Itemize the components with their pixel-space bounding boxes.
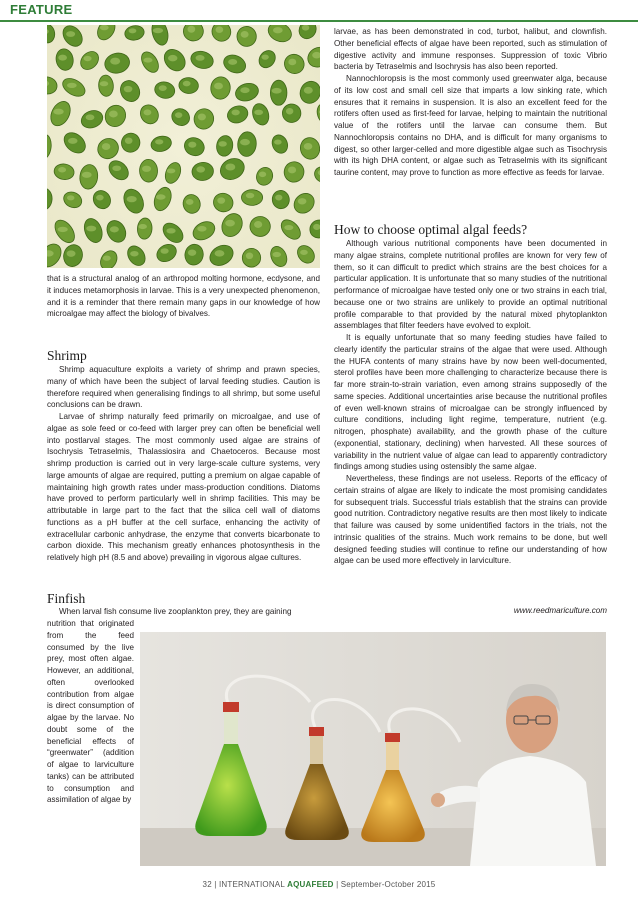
algae-cell-highlight	[58, 227, 68, 232]
algae-cell-highlight	[272, 88, 282, 94]
algae-cell-highlight	[167, 168, 176, 173]
algae-cell-highlight	[286, 108, 293, 114]
algae-cell-highlight	[196, 55, 205, 61]
algae-cell-highlight	[288, 59, 296, 66]
algae-cell-highlight	[225, 164, 235, 171]
algae-cell-highlight	[82, 172, 92, 178]
algae-cell-highlight	[84, 56, 92, 61]
algae-cell-highlight	[67, 83, 77, 88]
left-column-continued	[47, 273, 320, 320]
paragraph: larvae, as has been demonstrated in cod, turbot, halibut, and clownfish. Other beneficial effects of algae have been reported, such as stimulation of digestive activity and immune responses. Suppression of toxic Vibrio bacteria by Tetraselmis and Isochrysis has also been reported.	[334, 27, 607, 72]
algae-cell	[47, 75, 59, 96]
optimal-feeds-heading-wrap	[334, 222, 607, 238]
algae-cell-highlight	[110, 58, 120, 65]
algae-cell-highlight	[166, 228, 175, 233]
paragraph: nutrition that originated from the feed consumed by the live prey, most often algae. However, an additional, often overlooked contribution from algae is direct consumption of algae by the larvae. No doubt some of the beneficial effects of “greenwater” (addition of algae to larviculture tanks) can be attributed to consumption and assimilation of algae by	[47, 619, 134, 805]
algae-cell-highlight	[168, 55, 177, 61]
paragraph: Nevertheless, these findings are not useless. Reports of the efficacy of certain strains of algae are likely to indicate the most promising candidates for subsequent trials. Successful trials establish that the strains can provide good nutrition. Contradictory negative results are then most likely to indicate that failure was caused by some unidentified factors in the trials, not the intrinsic qualities of the strains. Much work remains to be done, but well designed feeding studies will continue to refine our understanding of how algae can be used more effectively in larviculture.	[334, 474, 607, 566]
algae-cell-highlight	[304, 143, 313, 150]
algae-cell-highlight	[262, 55, 269, 60]
algae-cell	[312, 164, 320, 185]
algae-cell-highlight	[188, 142, 196, 148]
footer-brand: AQUAFEED	[287, 880, 334, 889]
algae-cell-highlight	[102, 143, 110, 150]
header-rule	[0, 20, 638, 22]
algae-cell-highlight	[129, 28, 137, 33]
algae-cell-highlight	[274, 139, 281, 144]
algae-cell-highlight	[273, 27, 283, 33]
algae-cell-highlight	[66, 31, 75, 37]
algae-cell-highlight	[284, 225, 293, 230]
paragraph: Shrimp aquaculture exploits a variety of shrimp and prawn species, many of which have been the subject of larval feeding studies. Caution is therefore required when generalising findings to all shrimp, but some useful conclusions can be drawn.	[47, 365, 320, 410]
algae-cell-highlight	[159, 85, 167, 91]
paragraph: Nannochloropsis is the most commonly used greenwater alga, because of its low cost and small cell size that imparts a low sinking rate, which ensures that it remains in suspension. It is also an excellent feed for the rotifers often used as first-feed for larvae, helping to maintain the nutritional value of the rotifers until the larvae can consume them. But Nannochloropsis contains no DHA, and is difficult for many organisms to digest, so other larger-celled and more digestible algae such as Tisochrysis with its high DHA content, or algae such as Tetraselmis with its significant taurine content, may prove to function as more effective as feeds for larvae.	[334, 74, 607, 177]
algae-cell-highlight	[215, 250, 225, 256]
algae-cell-highlight	[68, 138, 78, 144]
algae-cell-highlight	[273, 252, 281, 257]
algae-cell-highlight	[186, 199, 194, 205]
algae-cell-highlight	[124, 86, 133, 92]
algae-cell-highlight	[142, 166, 151, 172]
algae-cell-highlight	[298, 198, 307, 204]
algae-cell-highlight	[103, 256, 111, 261]
right-column-top	[334, 26, 607, 179]
footer-issue: | September-October 2015	[336, 880, 436, 889]
algae-cell-highlight	[96, 195, 104, 201]
algae-cell-highlight	[143, 58, 152, 63]
algae-cell-highlight	[100, 81, 108, 86]
algae-cell	[124, 25, 146, 42]
algae-cell	[47, 134, 53, 160]
algae-cell	[314, 101, 320, 126]
page-footer	[0, 880, 638, 889]
algae-cell-highlight	[67, 195, 74, 200]
finfish-section	[47, 591, 320, 607]
algae-cell-highlight	[58, 55, 67, 61]
algae-cell-highlight	[112, 165, 121, 171]
algae-cell-highlight	[183, 81, 191, 87]
algae-cell-highlight	[58, 167, 66, 172]
paragraph: When larval fish consume live zooplankton prey, they are gaining	[59, 607, 292, 616]
algae-cell-highlight	[240, 87, 249, 93]
paragraph: that is a structural analog of an arthropod molting hormone, ecdysone, and it induces metamorphosis in larvae. This is a very unexpected phenomenon, and it is a reminder that there remain many gaps in our knowledge of how microalgae may affect the biology of bivalves.	[47, 274, 320, 319]
optimal-feeds-heading: How to choose optimal algal feeds?	[334, 222, 528, 237]
algae-cell-highlight	[214, 83, 223, 90]
lab-photo	[140, 632, 606, 866]
algae-cell-highlight	[240, 139, 250, 145]
algae-cell-highlight	[127, 196, 137, 202]
algae-cell-highlight	[246, 193, 254, 198]
algae-cell-highlight	[302, 25, 309, 31]
paragraph: Larvae of shrimp naturally feed primarily on microalgae, and use of algae as sole feed or co-feed with larger prey can often be beneficial well into postlarval stages. The most commonly used algae are strains of Isochrysis Tetraselmis, Thalassiosira and Chaetoceros. Because most shrimp production is carried out in very large-scale culture systems, very large amounts of algae are required, putting a premium on algae capable of maintaining high growth rates under mass-production conditions. Diatoms have proved to perform particularly well in shrimp facilities. This may be attributable in large part to the fact that the silica cell wall of diatoms functions as a pH buffer at the cell surface, enhancing the activity of extracellular carbonic anhydrase, the enzyme that converts bicarbonate to carbon dioxide. This mechanism greatly enhances photosynthesis in the relatively high pH (8.5 and above) prevailing in vigorous algae cultures.	[47, 412, 320, 562]
algae-cell-highlight	[110, 226, 119, 232]
algae-cell-highlight	[219, 141, 227, 147]
algae-cell-highlight	[196, 166, 205, 172]
algae-cell-highlight	[241, 31, 249, 38]
algae-cell-highlight	[231, 110, 239, 116]
microalgae-photo	[47, 25, 320, 268]
algae-cell-highlight	[228, 59, 237, 65]
algae-cell-highlight	[86, 226, 96, 232]
algae-cell-highlight	[188, 249, 196, 255]
algae-cell	[47, 187, 53, 210]
algae-cell-highlight	[153, 28, 163, 33]
algae-cell-highlight	[288, 167, 296, 174]
algae-cell-highlight	[188, 26, 196, 33]
algae-cell-highlight	[139, 224, 147, 229]
algae-cell	[59, 25, 86, 50]
algae-cell-highlight	[197, 226, 206, 232]
finfish-heading: Finfish	[47, 591, 86, 606]
footer-page-number: 32 | INTERNATIONAL	[202, 880, 285, 889]
algae-cell-highlight	[155, 139, 163, 144]
algae-cell-highlight	[259, 172, 266, 178]
shrimp-section	[47, 348, 320, 564]
algae-cell-highlight	[160, 248, 168, 254]
algae-cell-highlight	[217, 197, 225, 203]
website-link[interactable]: www.reedmariculture.com	[513, 606, 607, 615]
algae-cell-highlight	[198, 114, 206, 121]
algae-cell-highlight	[53, 109, 63, 115]
paragraph: Although various nutritional components have been documented in many algae strains, complete nutritional profiles are known for very few of them, so it can difficult to predict which strains are the best choices for a particular application. It is unfortunate that so many studies of the nutritional performance of microalgae have tested only one or two strains in each trial, because one or two strains are unlikely to provide an optimal nutritional profile comparable to that provided by the natural mixed phytoplankton assemblages that filter feeders have evolved to exploit.	[334, 239, 607, 331]
algae-cell-highlight	[304, 87, 313, 94]
algae-cell-highlight	[225, 220, 235, 227]
shrimp-heading: Shrimp	[47, 348, 87, 363]
algae-cell-highlight	[300, 250, 308, 255]
algae-cell-highlight	[109, 110, 118, 117]
algae-cell-highlight	[156, 194, 166, 199]
algae-cell-highlight	[254, 110, 263, 115]
algae-cell-highlight	[67, 250, 76, 256]
paragraph: It is equally unfortunate that so many feeding studies have failed to clearly identify the particular strains of the algae that were used. Although the HUFA contents of many strains have by now been well-documented, sterol profiles have been more challenging to characterize because there is far more strain-to-strain variation, even among strains supposedly of the same species. Additional uncertainties arise because the nutritional profiles of even well-known strains of microalgae can be strongly influenced by culture conditions, including light regime, temperature, nutrient (e.g. nitrogen, phosphate) availability, and the growth phase of the culture (exponential, stationary, declining) when harvested. All these sources of variability in the nutrient value of algae can lead to apparently contradictory findings among studies using ostensibly the same algae.	[334, 333, 607, 472]
algae-cell-highlight	[130, 251, 138, 256]
algae-cell-highlight	[246, 252, 253, 259]
algae-cell-highlight	[86, 114, 95, 120]
algae-cell-highlight	[175, 112, 182, 118]
algae-cell-highlight	[216, 26, 224, 33]
algae-cell-highlight	[275, 195, 282, 201]
algae-cell-highlight	[100, 25, 109, 30]
section-label: FEATURE	[10, 2, 73, 17]
algae-cell	[47, 25, 56, 44]
algae-cell-highlight	[125, 137, 133, 143]
algae-cell-highlight	[143, 109, 151, 115]
right-column-body	[334, 238, 607, 567]
algae-cell-highlight	[254, 221, 262, 228]
